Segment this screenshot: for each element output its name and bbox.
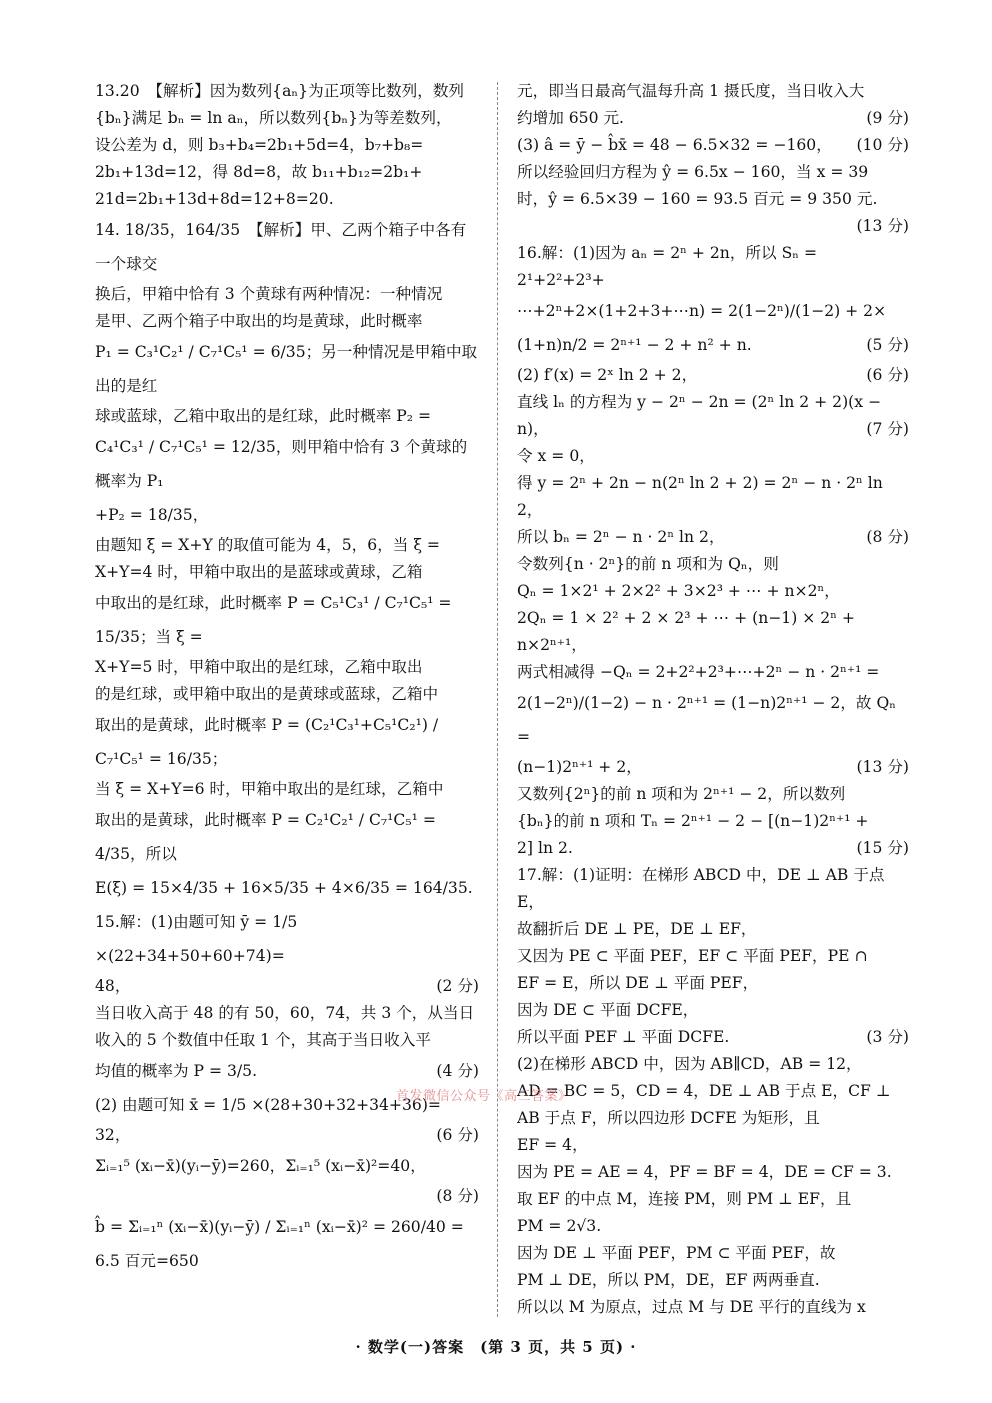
line-text: 中取出的是红球，此时概率 P = C₅¹C₃¹ / C₇¹C₅¹ = 15/35；当 ξ = bbox=[95, 594, 452, 646]
right-column bbox=[517, 78, 909, 1321]
right-line bbox=[517, 240, 909, 294]
left-line bbox=[95, 586, 479, 654]
left-line bbox=[95, 335, 479, 403]
right-line bbox=[517, 328, 909, 362]
left-line bbox=[95, 159, 479, 186]
left-line bbox=[95, 871, 479, 905]
left-line bbox=[95, 532, 479, 559]
line-text: 故翻折后 DE ⊥ PE，DE ⊥ EF， bbox=[517, 920, 757, 938]
score-mark: (5 分) bbox=[866, 336, 909, 354]
line-text: {bₙ}满足 bₙ = ln aₙ，所以数列{bₙ}为等差数列， bbox=[95, 109, 452, 127]
score-mark: (13 分) bbox=[856, 758, 909, 776]
left-line bbox=[95, 308, 479, 335]
line-text: 是甲、乙两个箱子中取出的均是黄球，此时概率 bbox=[95, 312, 423, 330]
left-line bbox=[95, 213, 479, 281]
right-line bbox=[517, 808, 909, 835]
line-text: {bₙ}的前 n 项和 Tₙ = 2ⁿ⁺¹ − 2 − [(n−1)2ⁿ⁺¹ + bbox=[517, 812, 869, 830]
right-line bbox=[517, 632, 909, 659]
score-mark: (4 分) bbox=[436, 1062, 479, 1080]
score-mark: (8 分) bbox=[866, 528, 909, 546]
line-text: 设公差为 d，则 b₃+b₄=2b₁+5d=4，b₇+b₈= bbox=[95, 136, 424, 154]
score-mark: (3 分) bbox=[866, 1028, 909, 1046]
right-line bbox=[517, 781, 909, 808]
line-text: 17.解：(1)证明：在梯形 ABCD 中，DE ⊥ AB 于点 E， bbox=[517, 866, 885, 911]
line-text: 由题知 ξ = X+Y 的取值可能为 4，5，6，当 ξ = bbox=[95, 536, 440, 554]
line-text: 因为 DE ⊂ 平面 DCFE， bbox=[517, 1001, 699, 1019]
right-line bbox=[517, 970, 909, 997]
score-mark: (6 分) bbox=[436, 1126, 479, 1144]
line-text: AB 于点 F，所以四边形 DCFE 为矩形，且 bbox=[517, 1109, 820, 1127]
right-line bbox=[517, 835, 909, 862]
line-text: PM = 2√3. bbox=[517, 1217, 602, 1235]
line-text: 48， bbox=[95, 977, 131, 995]
left-line bbox=[95, 430, 479, 498]
left-line bbox=[95, 186, 479, 213]
left-line bbox=[95, 498, 479, 532]
line-text: 均值的概率为 P = 3/5. bbox=[95, 1062, 258, 1080]
line-text: 当 ξ = X+Y=6 时，甲箱中取出的是红球，乙箱中 bbox=[95, 780, 444, 798]
line-text: 球或蓝球，乙箱中取出的是红球，此时概率 P₂ = bbox=[95, 407, 432, 425]
left-line bbox=[95, 132, 479, 159]
left-line bbox=[95, 1210, 479, 1278]
line-text: P₁ = C₃¹C₂¹ / C₇¹C₅¹ = 6/35；另一种情况是甲箱中取出的是红 bbox=[95, 343, 478, 395]
left-line bbox=[95, 803, 479, 871]
line-text: 两式相减得 −Qₙ = 2+2²+2³+⋯+2ⁿ − n · 2ⁿ⁺¹ = bbox=[517, 663, 880, 681]
score-mark: (6 分) bbox=[866, 366, 909, 384]
left-line bbox=[95, 973, 479, 1000]
right-line bbox=[517, 470, 909, 524]
page-footer: · 数学(一)答案 (第 3 页，共 5 页) · bbox=[355, 1338, 637, 1356]
line-text: 因为 DE ⊥ 平面 PEF，PM ⊂ 平面 PEF，故 bbox=[517, 1244, 836, 1262]
left-line bbox=[95, 1183, 479, 1210]
score-mark: (13 分) bbox=[856, 217, 909, 235]
right-line bbox=[517, 1105, 909, 1132]
line-text: 的是红球，或甲箱中取出的是黄球或蓝球，乙箱中 bbox=[95, 685, 439, 703]
line-text: 13.20 【解析】因为数列{aₙ}为正项等比数列，数列 bbox=[95, 82, 465, 100]
right-line bbox=[517, 862, 909, 916]
line-text: 21d=2b₁+13d+8d=12+8=20. bbox=[95, 190, 334, 208]
line-text: 2Qₙ = 1 × 2² + 2 × 2³ + ⋯ + (n−1) × 2ⁿ + bbox=[517, 609, 855, 627]
line-text: 收入的 5 个数值中任取 1 个，其高于当日收入平 bbox=[95, 1031, 431, 1049]
right-line bbox=[517, 1078, 909, 1105]
left-line bbox=[95, 776, 479, 803]
left-line bbox=[95, 681, 479, 708]
score-mark: (8 分) bbox=[436, 1187, 479, 1205]
right-line bbox=[517, 105, 909, 132]
line-text: 取 EF 的中点 M，连接 PM，则 PM ⊥ EF，且 bbox=[517, 1190, 852, 1208]
line-text: 约增加 650 元. bbox=[517, 109, 625, 127]
right-line bbox=[517, 294, 909, 328]
right-line bbox=[517, 1186, 909, 1213]
line-text: 16.解：(1)因为 aₙ = 2ⁿ + 2n，所以 Sₙ = 2¹+2²+2³+ bbox=[517, 244, 818, 289]
right-line bbox=[517, 551, 909, 578]
right-line bbox=[517, 943, 909, 970]
right-line bbox=[517, 362, 909, 389]
right-line bbox=[517, 1024, 909, 1051]
line-text: 15.解：(1)由题可知 ȳ = 1/5 ×(22+34+50+60+74)= bbox=[95, 913, 298, 965]
line-text: 所以平面 PEF ⊥ 平面 DCFE. bbox=[517, 1028, 730, 1046]
right-line bbox=[517, 1132, 909, 1159]
line-text: 又因为 PE ⊂ 平面 PEF，EF ⊂ 平面 PEF，PE ∩ bbox=[517, 947, 868, 965]
line-text: 32， bbox=[95, 1126, 131, 1144]
right-line bbox=[517, 578, 909, 605]
right-line bbox=[517, 159, 909, 186]
line-text: X+Y=5 时，甲箱中取出的是红球，乙箱中取出 bbox=[95, 658, 423, 676]
line-text: Σᵢ₌₁⁵ (xᵢ−x̄)(yᵢ−ȳ)=260，Σᵢ₌₁⁵ (xᵢ−x̄)²=40， bbox=[95, 1157, 426, 1175]
left-line bbox=[95, 1122, 479, 1149]
right-line bbox=[517, 186, 909, 213]
line-text: AD = BC = 5，CD = 4，DE ⊥ AB 于点 E，CF ⊥ bbox=[517, 1082, 891, 1100]
line-text: 所以经验回归方程为 ŷ = 6.5x − 160，当 x = 39 bbox=[517, 163, 869, 181]
right-line bbox=[517, 605, 909, 632]
right-line bbox=[517, 524, 909, 551]
left-line bbox=[95, 1027, 479, 1054]
line-text: Qₙ = 1×2¹ + 2×2² + 3×2³ + ⋯ + n×2ⁿ， bbox=[517, 582, 840, 600]
column-divider bbox=[497, 82, 498, 1317]
left-line bbox=[95, 105, 479, 132]
line-text: 时，ŷ = 6.5×39 − 160 = 93.5 百元 = 9 350 元. bbox=[517, 190, 878, 208]
right-line bbox=[517, 1051, 909, 1078]
right-line bbox=[517, 416, 909, 443]
line-text: 2b₁+13d=12，得 8d=8，故 b₁₁+b₁₂=2b₁+ bbox=[95, 163, 423, 181]
right-line bbox=[517, 1213, 909, 1240]
score-mark: (15 分) bbox=[856, 839, 909, 857]
score-mark: (9 分) bbox=[866, 109, 909, 127]
line-text: n×2ⁿ⁺¹， bbox=[517, 636, 587, 654]
left-line bbox=[95, 78, 479, 105]
line-text: 2(1−2ⁿ)/(1−2) − n · 2ⁿ⁺¹ = (1−n)2ⁿ⁺¹ − 2，故 Qₙ = bbox=[517, 694, 897, 746]
right-line bbox=[517, 213, 909, 240]
line-text: E(ξ) = 15×4/35 + 16×5/35 + 4×6/35 = 164/35. bbox=[95, 879, 473, 897]
right-line bbox=[517, 916, 909, 943]
line-text: 当日收入高于 48 的有 50，60，74，共 3 个，从当日 bbox=[95, 1004, 475, 1022]
right-line bbox=[517, 754, 909, 781]
right-line bbox=[517, 132, 909, 159]
left-line bbox=[95, 708, 479, 776]
right-line bbox=[517, 1267, 909, 1294]
left-line bbox=[95, 281, 479, 308]
line-text: (1+n)n/2 = 2ⁿ⁺¹ − 2 + n² + n. bbox=[517, 336, 752, 354]
line-text: (2)在梯形 ABCD 中，因为 AB∥CD，AB = 12， bbox=[517, 1055, 862, 1073]
score-mark: (2 分) bbox=[436, 977, 479, 995]
score-mark: (10 分) bbox=[856, 136, 909, 154]
right-line bbox=[517, 686, 909, 754]
right-line bbox=[517, 1159, 909, 1186]
left-line bbox=[95, 1000, 479, 1027]
line-text: ⋯+2ⁿ+2×(1+2+3+⋯n) = 2(1−2ⁿ)/(1−2) + 2× bbox=[517, 302, 887, 320]
line-text: 又数列{2ⁿ}的前 n 项和为 2ⁿ⁺¹ − 2，所以数列 bbox=[517, 785, 846, 803]
left-line bbox=[95, 1149, 479, 1183]
right-line bbox=[517, 659, 909, 686]
right-line bbox=[517, 1240, 909, 1267]
line-text: 取出的是黄球，此时概率 P = C₂¹C₂¹ / C₇¹C₅¹ = 4/35，所以 bbox=[95, 811, 436, 863]
line-text: (2) 由题可知 x̄ = 1/5 ×(28+30+32+34+36)= bbox=[95, 1096, 441, 1114]
line-text: n)， bbox=[517, 420, 549, 438]
right-line bbox=[517, 1294, 909, 1321]
line-text: X+Y=4 时，甲箱中取出的是蓝球或黄球，乙箱 bbox=[95, 563, 423, 581]
line-text: 14. 18/35，164/35 【解析】甲、乙两个箱子中各有一个球交 bbox=[95, 221, 467, 273]
line-text: 元，即当日最高气温每升高 1 摄氏度，当日收入大 bbox=[517, 82, 865, 100]
line-text: 令 x = 0， bbox=[517, 447, 595, 465]
left-line bbox=[95, 1054, 479, 1088]
line-text: +P₂ = 18/35， bbox=[95, 506, 209, 524]
score-mark: (7 分) bbox=[866, 420, 909, 438]
right-line bbox=[517, 389, 909, 416]
line-text: 令数列{n · 2ⁿ}的前 n 项和为 Qₙ，则 bbox=[517, 555, 779, 573]
left-line bbox=[95, 654, 479, 681]
line-text: 因为 PE = AE = 4，PF = BF = 4，DE = CF = 3. bbox=[517, 1163, 892, 1181]
line-text: b̂ = Σᵢ₌₁ⁿ (xᵢ−x̄)(yᵢ−ȳ) / Σᵢ₌₁ⁿ (xᵢ−x̄)² = 260/40 = 6.5 百元=650 bbox=[95, 1218, 464, 1270]
line-text: 取出的是黄球，此时概率 P = (C₂¹C₃¹+C₅¹C₂¹) / C₇¹C₅¹ = 16/35； bbox=[95, 716, 439, 768]
line-text: 所以 bₙ = 2ⁿ − n · 2ⁿ ln 2， bbox=[517, 528, 725, 546]
right-line bbox=[517, 443, 909, 470]
line-text: EF = 4， bbox=[517, 1136, 588, 1154]
line-text: C₄¹C₃¹ / C₇¹C₅¹ = 12/35，则甲箱中恰有 3 个黄球的概率为 P₁ bbox=[95, 438, 468, 490]
left-line bbox=[95, 905, 479, 973]
line-text: (2) f′(x) = 2ˣ ln 2 + 2， bbox=[517, 366, 698, 384]
line-text: (3) â = ȳ − b̂x̄ = 48 − 6.5×32 = −160， bbox=[517, 136, 832, 154]
line-text: 所以以 M 为原点，过点 M 与 DE 平行的直线为 x bbox=[517, 1298, 866, 1316]
right-line bbox=[517, 78, 909, 105]
line-text: 换后，甲箱中恰有 3 个黄球有两种情况：一种情况 bbox=[95, 285, 443, 303]
line-text: 2] ln 2. bbox=[517, 839, 573, 857]
left-line bbox=[95, 403, 479, 430]
line-text: 直线 lₙ 的方程为 y − 2ⁿ − 2n = (2ⁿ ln 2 + 2)(x − bbox=[517, 393, 882, 411]
line-text: (n−1)2ⁿ⁺¹ + 2， bbox=[517, 758, 642, 776]
watermark: 首发微信公众号《高三答案》 bbox=[396, 1089, 572, 1104]
right-line bbox=[517, 997, 909, 1024]
left-line bbox=[95, 559, 479, 586]
line-text: EF = E，所以 DE ⊥ 平面 PEF， bbox=[517, 974, 759, 992]
line-text: PM ⊥ DE，所以 PM，DE，EF 两两垂直. bbox=[517, 1271, 820, 1289]
line-text: 得 y = 2ⁿ + 2n − n(2ⁿ ln 2 + 2) = 2ⁿ − n · 2ⁿ ln 2， bbox=[517, 474, 883, 519]
